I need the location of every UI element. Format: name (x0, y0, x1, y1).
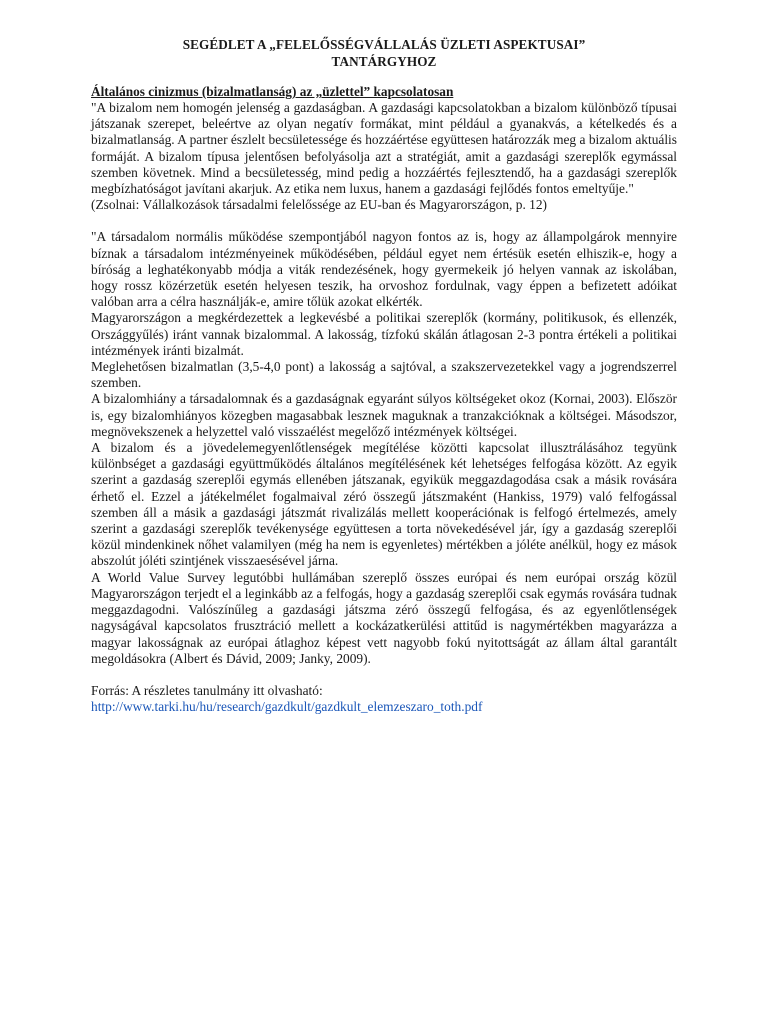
body-paragraph-3: Meglehetősen bizalmatlan (3,5-4,0 pont) a lakosság a sajtóval, a szakszervezetekkel vagy a jogrendszerrel szemben. (91, 359, 677, 391)
body-paragraph-2: Magyarországon a megkérdezettek a legkevésbé a politikai szereplők (kormány, politikusok, és ellenzék, Országgyűlés) iránt vannak bizalommal. A lakosság, tízfokú skálán átlagosan 2-3 pontra értékeli a politikai intézmények iránti bizalmát. (91, 310, 677, 358)
source-link[interactable]: http://www.tarki.hu/hu/research/gazdkult/gazdkult_elemzeszaro_toth.pdf (91, 699, 483, 715)
body-paragraph-1: "A társadalom normális működése szempontjából nagyon fontos az is, hogy az állampolgárok mennyire bíznak a társadalom intézményeinek működésében, például egyet nem értésük esetén elhiszik-e, hogy a bíróság a leghatékonyabb módja a viták rendezésének, hogy gyermekeik jó helyen vannak az iskolában, hogy rossz közérzetük esetén helyesen teszik, ha orvoshoz fordulnak, vagy éppen a befizetett adóikat valóban arra a célra használják-e, amire tőlük azokat elkérték. (91, 229, 677, 310)
blank-line (91, 213, 677, 229)
body-paragraph-5: A bizalom és a jövedelemegyenlőtlenségek megítélése közötti kapcsolat illusztrálásához tegyünk különbséget a gazdasági együttműködés általános megítélésének két lehetséges felfogása között. Az egyik szerint a gazdaság szereplői egymás ellenében játszanak, egyikük meggazdagodása csak a másik rovására érhető el. Ezzel a játékelmélet fogalmaival zéró összegű játszmaként (Hankiss, 1979) való felfogással szemben áll a másik a gazdasági játszmát rivalizálás mellett kooperációnak is felfogó értelmezés, amely szerint a gazdasági szereplők tevékenysége együttesen a torta növekedésével jár, így a gazdaság szereplői közül mindenkinek nőhet valamilyen (még ha nem is egyenletes) mértékben a jóléte anélkül, hogy ez mások abszolút jóléti szintjének visszaesésével járna. (91, 440, 677, 569)
section-heading: Általános cinizmus (bizalmatlanság) az „üzlettel” kapcsolatosan (91, 84, 454, 99)
document-title-line1: SEGÉDLET A „FELELŐSSÉGVÁLLALÁS ÜZLETI ASPEKTUSAI” (182, 37, 586, 52)
title-spacer (91, 70, 677, 84)
blank-line (91, 667, 677, 683)
document-page (91, 36, 677, 715)
document-title-line2: TANTÁRGYHOZ (331, 54, 437, 69)
source-link-line (91, 699, 677, 715)
body-paragraph-6: A World Value Survey legutóbbi hullámában szereplő összes európai és nem európai ország közül Magyarországon terjedt el a leginkább az a felfogás, hogy a gazdaság szereplői csak egymás rovására tudnak meggazdagodni. Valószínűleg a gazdasági játszma zéró összegű felfogása, és az egyenlőtlenségek nagyságával kapcsolatos frusztráció mellett a kockázatkerülési attitűd is nagymértékben magyarázza a magyar lakosságnak az európai átlaghoz képest vett nagyobb fokú nyitottságát az állam által garantált megoldásokra (Albert és Dávid, 2009; Janky, 2009). (91, 569, 677, 666)
source-label: Forrás: A részletes tanulmány itt olvasható: (91, 682, 323, 698)
citation: (Zsolnai: Vállalkozások társadalmi felelőssége az EU-ban és Magyarországon, p. 12) (91, 197, 547, 213)
quote-paragraph: "A bizalom nem homogén jelenség a gazdaságban. A gazdasági kapcsolatokban a bizalom különböző típusai játszanak szerepet, beleértve az olyan negatív formákat, mint például a gyanakvás, a kételkedés és a bizalmatlanság. A partner észlelt becsületessége és hozzáértése együttesen határozzák meg a bizalom aktuális formáját. A bizalom típusa jelentősen befolyásolja azt a stratégiát, amit a gazdasági szereplők egymással szemben követnek. Mind a becsületesség, mind pedig a hozzáértés fejlesztendő, ha a gazdasági szereplők megbízhatóságot javítani akarjuk. Az etika nem luxus, hanem a gazdasági fejlődés fontos emeltyűje." (91, 100, 677, 197)
body-paragraph-4: A bizalomhiány a társadalomnak és a gazdaságnak egyaránt súlyos költségeket okoz (Kornai, 2003). Először is, egy bizalomhiányos közegben magasabbak lesznek maguknak a tranzakcióknak a költségei. Másodszor, megnövekszenek a helyzettel való visszaélést megelőző intézmények költségei. (91, 391, 677, 439)
